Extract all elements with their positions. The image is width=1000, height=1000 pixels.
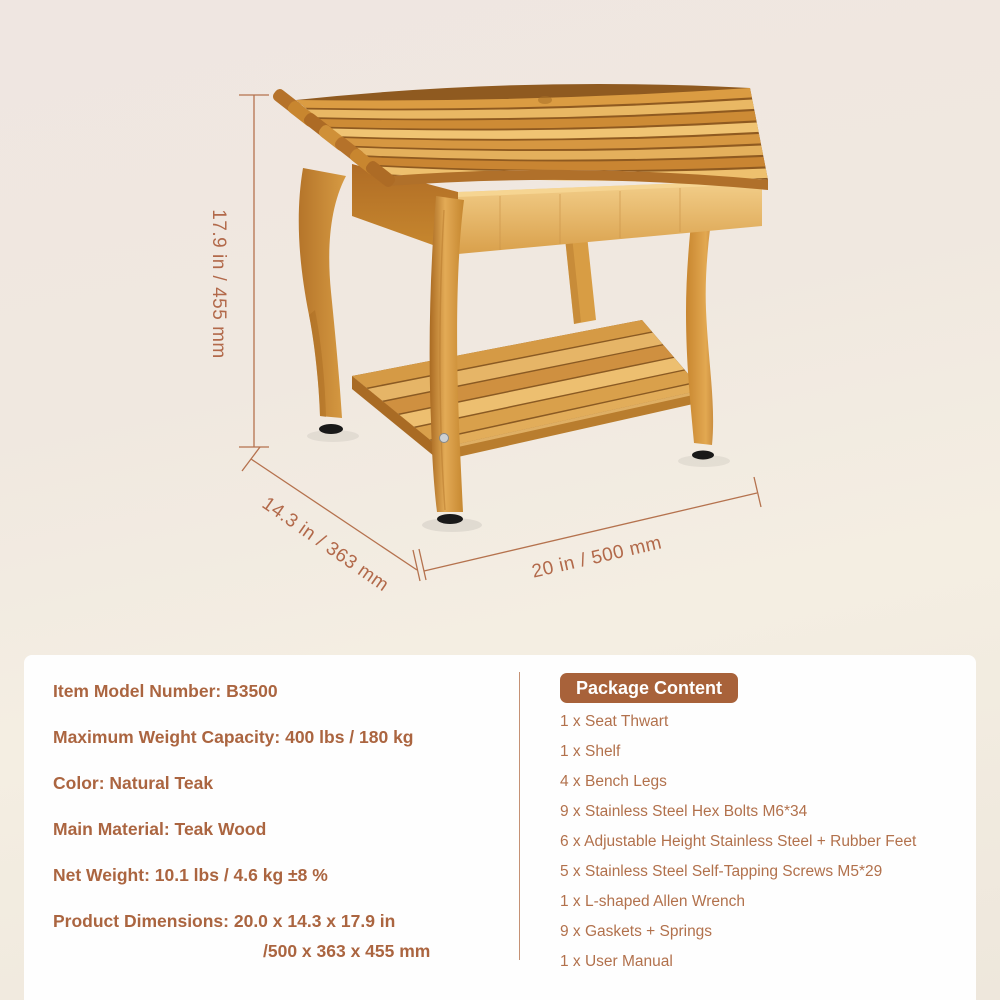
- spec-color: Color: Natural Teak: [53, 773, 214, 793]
- spec-dimensions: Product Dimensions: 20.0 x 14.3 x 17.9 in: [53, 911, 396, 931]
- package-item-screws: 5 x Stainless Steel Self-Tapping Screws M5*29: [560, 863, 883, 880]
- package-content-title: Package Content: [560, 673, 738, 703]
- package-item-bench-legs: 4 x Bench Legs: [560, 773, 667, 790]
- bench-shelf: [352, 320, 702, 461]
- panel-divider: [519, 672, 520, 960]
- height-dimension-label: 17.9 in / 455 mm: [208, 209, 229, 359]
- info-panel: [24, 655, 976, 1000]
- spec-dimensions-metric: /500 x 363 x 455 mm: [263, 941, 431, 961]
- spec-weight-capacity: Maximum Weight Capacity: 400 lbs / 180 kg: [53, 727, 414, 747]
- depth-dimension-label: 14.3 in / 363 mm: [258, 493, 393, 597]
- width-dimension-label: 20 in / 500 mm: [529, 532, 664, 583]
- package-item-gaskets: 9 x Gaskets + Springs: [560, 923, 713, 940]
- spec-net-weight: Net Weight: 10.1 lbs / 4.6 kg ±8 %: [53, 865, 328, 885]
- ground-shadows: [307, 430, 730, 532]
- shelf-screw: [440, 434, 449, 443]
- package-content-list: [519, 655, 976, 1000]
- spec-model-number: Item Model Number: B3500: [53, 681, 278, 701]
- height-dimension-line: [239, 95, 269, 447]
- package-item-hex-bolts: 9 x Stainless Steel Hex Bolts M6*34: [560, 803, 808, 820]
- package-item-shelf: 1 x Shelf: [560, 743, 621, 760]
- bench-seat: [271, 84, 768, 190]
- package-item-seat-thwart: 1 x Seat Thwart: [560, 713, 669, 730]
- specifications-list: [24, 655, 519, 1000]
- package-item-user-manual: 1 x User Manual: [560, 953, 673, 970]
- package-item-allen-wrench: 1 x L-shaped Allen Wrench: [560, 893, 745, 910]
- spec-material: Main Material: Teak Wood: [53, 819, 267, 839]
- bench-leg-back-left: [299, 168, 346, 434]
- package-item-rubber-feet: 6 x Adjustable Height Stainless Steel + Rubber Feet: [560, 833, 917, 850]
